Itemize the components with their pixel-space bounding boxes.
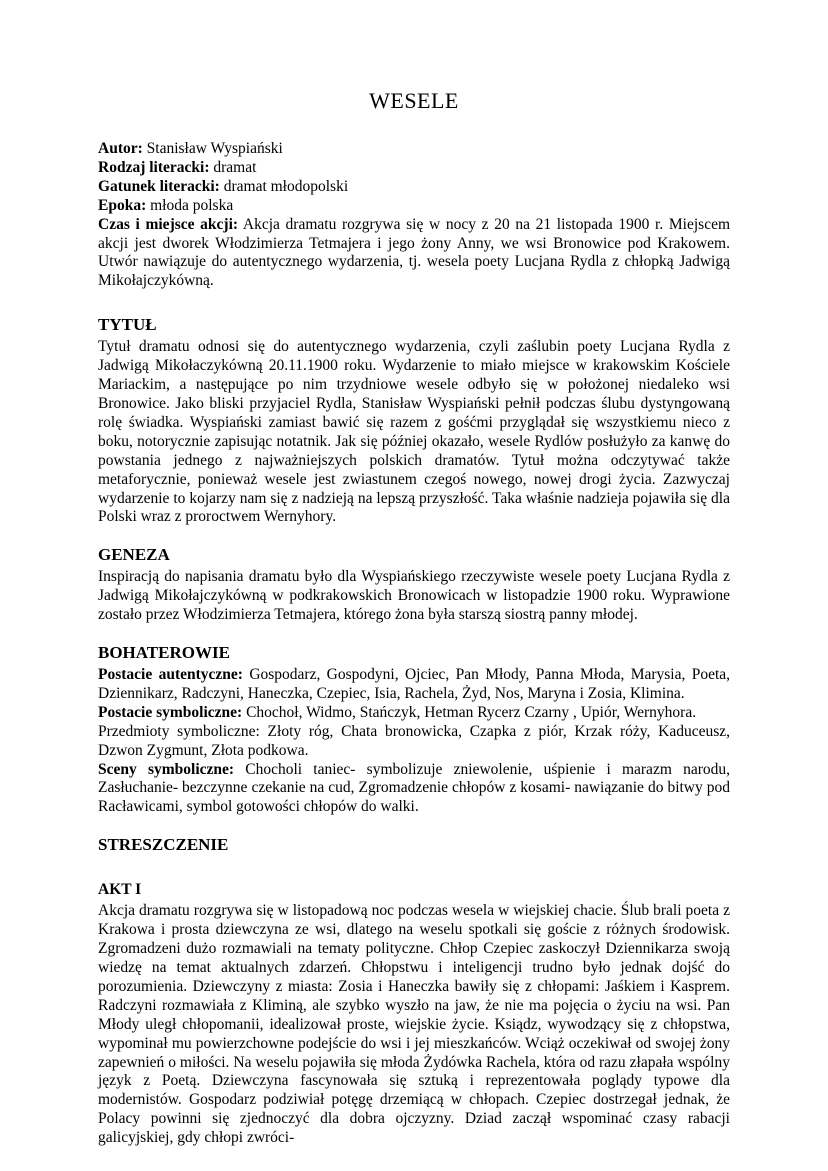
bohaterowie-item-sceny: [98, 761, 730, 818]
section-heading-akt1: AKT I: [98, 881, 142, 899]
item-label: Przedmioty symboliczne:: [98, 722, 260, 740]
meta-label: Gatunek literacki:: [98, 177, 220, 195]
item-text: Złoty róg, Chata bronowicka, Czapka z piór, Krzak róży, Kaduceusz, Dzwon Zygmunt, Złota podkowa.: [98, 722, 731, 759]
bohaterowie-list: [98, 666, 730, 817]
item-label: Postacie symboliczne:: [98, 703, 243, 721]
document-title: WESELE: [369, 88, 459, 113]
section-body-geneza: Inspiracją do napisania dramatu było dla Wyspiańskiego rzeczywiste wesele poety Lucjana Rydla z Jadwigą Mikołajczykówną w podkrakowskich Bronowicach w listopadzie 1900 roku. Wyprawione zostało przez Włodzimierza Tetmajera, którego żona była starszą siostrą panny młodej.: [98, 568, 730, 624]
meta-line-gatunek: [98, 178, 730, 197]
meta-label: Epoka:: [98, 196, 147, 214]
section-heading-streszczenie: STRESZCZENIE: [98, 835, 229, 855]
item-text: Gospodarz, Gospodyni, Ojciec, Pan Młody, Panna Młoda, Marysia, Poeta, Dziennikarz, Radczyni, Haneczka, Czepiec, Isia, Rachela, Żyd, Nos, Maryna i Zosia, Klimina.: [98, 666, 731, 702]
bohaterowie-item-symboliczne: [98, 704, 730, 723]
section-heading-bohaterowie: BOHATEROWIE: [98, 643, 230, 663]
meta-line-czas-miejsce: [98, 216, 730, 292]
meta-value: Stanisław Wyspiański: [146, 140, 283, 157]
section-body-tytul: Tytuł dramatu odnosi się do autentycznego wydarzenia, czyli zaślubin poety Lucjana Rydla z Jadwigą Mikołaczykówną 20.11.1900 roku. Wydarzenie to miało miejsce w krakowskim Kościele Mariackim, a następujące po nim trzydniowe wesele odbyło się w położonej niedaleko wsi Bronowice. Jako bliski przyjaciel Rydla, Stanisław Wyspiański pełnił podczas ślubu dystyngowaną rolę świadka. Wyspiański zamiast bawić się razem z gośćmi przyglądał się wszystkiemu nieco z boku, notorycznie zapisując notatnik. Jak się później okazało, wesele Rydlów posłużyło za kanwę do powstania jednego z najważniejszych polskich dramatów. Tytuł można odczytywać także metaforycznie, ponieważ wesele jest zwiastunem czegoś nowego, nowej drogi życia. Zazwyczaj wydarzenie to kojarzy nam się z nadzieją na lepszą przyszłość. Taka właśnie nadzieja pojawiła się dla Polski wraz z proroctwem Wernyhory.: [98, 338, 730, 526]
meta-value: dramat młodopolski: [223, 177, 349, 195]
section-body-akt1: Akcja dramatu rozgrywa się w listopadową noc podczas wesela w wiejskiej chacie. Ślub brali poeta z Krakowa i prosta dziewczyna ze wsi, dlatego na weselu spotkali się goście z różnych środowisk. Zgromadzeni dużo rozmawiali na tematy polityczne. Chłop Czepiec zaskoczył Dziennikarza swoją wiedzę na temat aktualnych zdarzeń. Chłopstwu i inteligencji trudno było jednak dojść do porozumienia. Dziewczyny z miasta: Zosia i Haneczka bawiły się z chłopami: Jaśkiem i Kasprem. Radczyni rozmawiała z Kliminą, ale szybko wyszło na jaw, że nie ma pojęcia o życiu na wsi. Pan Młody uległ chłopomanii, idealizował proste, wiejskie życie. Ksiądz, wywodzący się z chłopstwa, wypominał mu powierzchowne podejście do wsi i jej mieszkańców. Wciąż oczekiwał od swojej żony zapewnień o miłości. Na weselu pojawiła się młoda Żydówka Rachela, która od razu złapała wspólny język z Poetą. Dziewczyna fascynowała się sztuką i reprezentowała poglądy typowe dla modernistów. Gospodarz podziwiał potęgę drzemiącą w chłopach. Czepiec dostrzegał jednak, że Polacy powinni się zjednoczyć dla dobra ojczyzny. Dziad zaczął wspominać czasy rabacji galicyjskiej, gdy chłopi zwróci-: [98, 902, 730, 1147]
section-heading-tytul: TYTUŁ: [98, 315, 157, 335]
meta-line-epoka: [98, 197, 730, 216]
meta-line-rodzaj: [98, 159, 730, 178]
meta-label: Czas i miejsce akcji:: [98, 215, 239, 233]
bohaterowie-item-przedmioty: [98, 723, 730, 761]
meta-label: Autor:: [98, 140, 143, 157]
meta-block: [98, 140, 730, 291]
meta-line-autor: [98, 140, 730, 159]
meta-value: młoda polska: [150, 196, 234, 214]
meta-value: Akcja dramatu rozgrywa się w nocy z 20 na 21 listopada 1900 r. Miejscem akcji jest dworek Włodzimierza Tetmajera i jego żony Anny, we wsi Bronowice pod Krakowem. Utwór nawiązuje do autentycznego wydarzenia, tj. wesela poety Lucjana Rydla z chłopką Jadwigą Mikołajczykówną.: [98, 215, 731, 290]
item-text: Chochoł, Widmo, Stańczyk, Hetman Rycerz Czarny , Upiór, Wernyhora.: [246, 703, 697, 721]
bohaterowie-item-autentyczne: [98, 666, 730, 704]
item-label: Sceny symboliczne:: [98, 760, 235, 778]
section-heading-geneza: GENEZA: [98, 545, 170, 565]
item-label: Postacie autentyczne:: [98, 666, 243, 684]
item-text: Chocholi taniec- symbolizuje zniewolenie, uśpienie i marazm narodu, Zasłuchanie- bezczynne czekanie na cud, Zgromadzenie chłopów z kosami- nawiązanie do bitwy pod Racławicami, symbol gotowości chłopów do walki.: [98, 760, 730, 816]
meta-value: dramat: [213, 158, 257, 176]
meta-label: Rodzaj literacki:: [98, 158, 210, 176]
